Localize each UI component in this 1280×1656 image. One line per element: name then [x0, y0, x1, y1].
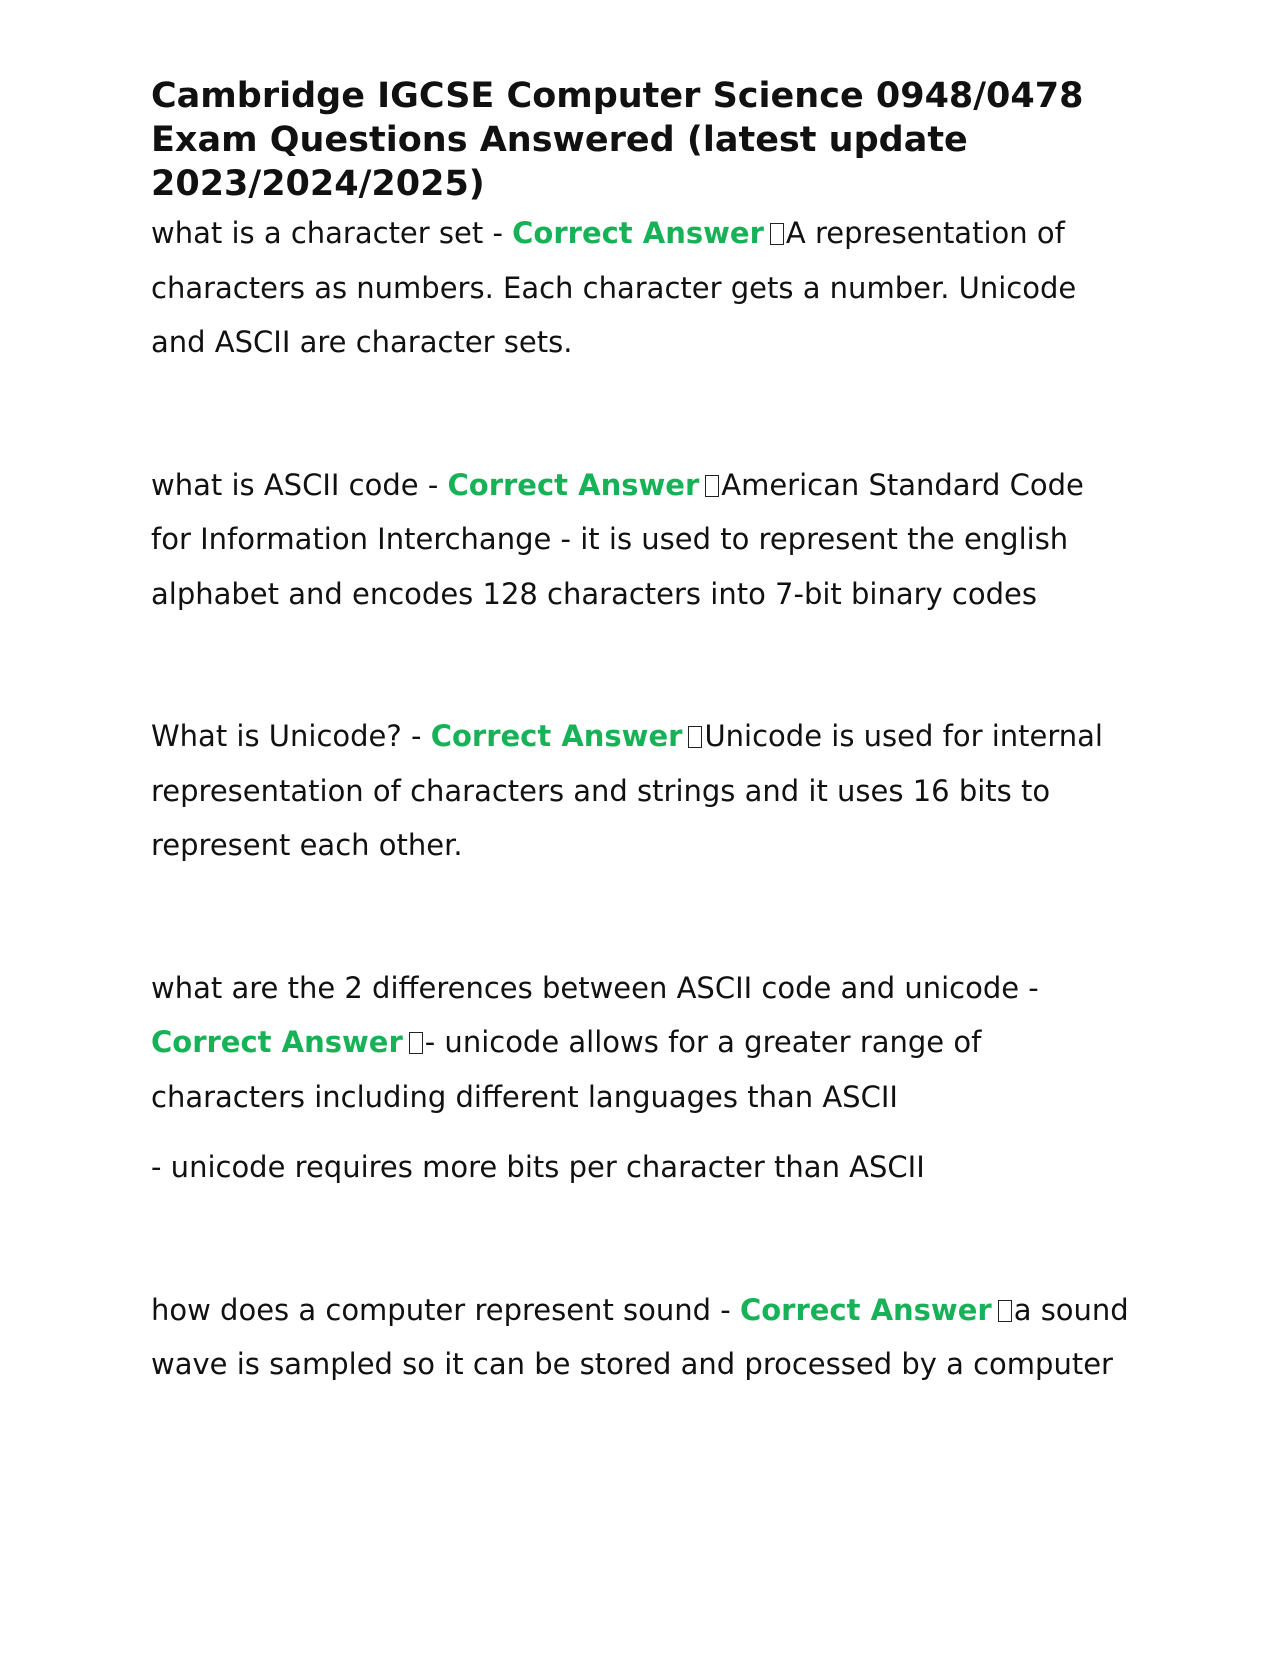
qa-paragraph	[151, 961, 1131, 1125]
answer-text: Unicode is used for internal representation of characters and strings and it uses 16 bits to represent each other.	[151, 719, 1103, 862]
correct-answer-label: Correct Answer	[151, 1025, 403, 1059]
qa-item	[151, 1283, 1131, 1392]
missing-glyph-icon	[409, 1032, 423, 1054]
document-title: Cambridge IGCSE Computer Science 0948/0478 Exam Questions Answered (latest update 2023/2024/2025)	[151, 76, 1084, 204]
missing-glyph-icon	[688, 726, 702, 748]
qa-paragraph	[151, 206, 1131, 370]
answer-text: A representation of characters as numbers. Each character gets a number. Unicode and ASCII are character sets.	[151, 216, 1077, 359]
qa-paragraph	[151, 458, 1131, 622]
qa-item	[151, 458, 1131, 622]
missing-glyph-icon	[705, 475, 719, 497]
missing-glyph-icon	[770, 223, 784, 245]
correct-answer-label: Correct Answer	[512, 216, 764, 250]
missing-glyph-icon	[998, 1300, 1012, 1322]
question-text: what is ASCII code -	[151, 467, 448, 502]
answer-text: - unicode allows for a greater range of characters including different languages than ASCII	[151, 1025, 982, 1114]
qa-item	[151, 709, 1131, 873]
question-text: what is a character set -	[151, 216, 513, 250]
question-text: how does a computer represent sound -	[151, 1292, 740, 1327]
answer-text: American Standard Code for Information Interchange - it is used to represent the english alphabet and encodes 128 characters into 7-bit binary codes	[151, 467, 1084, 611]
correct-answer-label: Correct Answer	[447, 467, 700, 502]
qa-item	[151, 961, 1131, 1195]
qa-paragraph	[151, 709, 1131, 873]
correct-answer-label: Correct Answer	[739, 1292, 992, 1327]
answer-text: a sound wave is sampled so it can be stored and processed by a computer	[151, 1292, 1129, 1381]
qa-paragraph	[151, 1283, 1131, 1392]
question-text: what are the 2 differences between ASCII code and unicode -	[151, 970, 1039, 1005]
question-text: What is Unicode? -	[151, 719, 431, 753]
document-page	[151, 74, 1131, 1392]
correct-answer-label: Correct Answer	[430, 719, 683, 753]
qa-item	[151, 206, 1131, 370]
answer-extra-line: - unicode requires more bits per character than ASCII	[151, 1150, 925, 1184]
